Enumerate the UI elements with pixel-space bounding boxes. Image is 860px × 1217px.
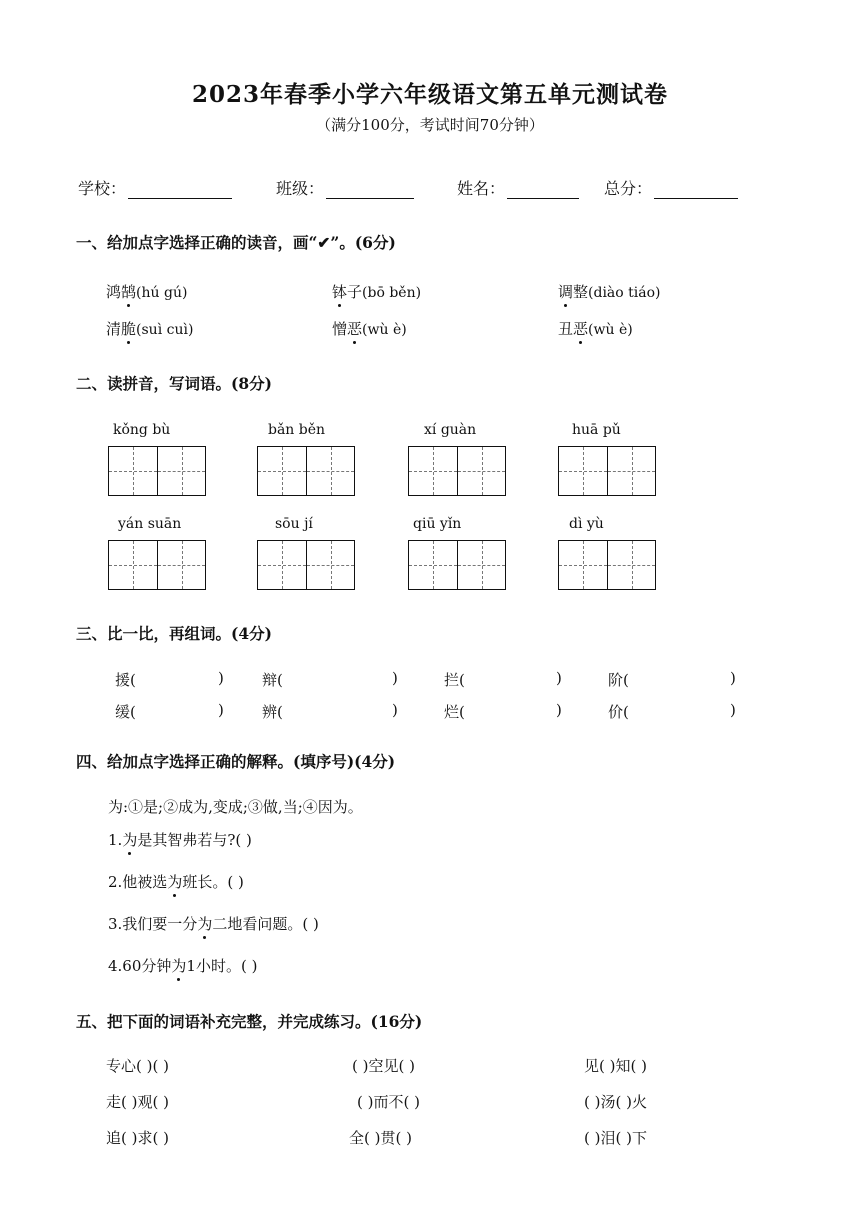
question-3[interactable] [108,913,319,934]
grid-cell[interactable] [109,447,157,495]
word-char: 价( [608,703,629,721]
grid-cell[interactable] [607,447,655,495]
dotted-char: 为 [171,957,187,975]
idiom-blank[interactable]: 全( )贯( ) [349,1129,412,1147]
q-text: 是其智弗若与?( ) [137,831,252,849]
paren-close: ) [218,701,224,719]
q-text: 班长。( ) [182,873,244,891]
char: 鸿 [106,283,122,301]
section2-heading: 二、读拼音，写词语。(8分) [76,374,272,393]
page-title: 2023年春季小学六年级语文第五单元测试卷 [191,81,668,108]
class-label: 班级： [276,179,325,198]
grid-cell[interactable] [457,541,505,589]
idiom-blank[interactable]: 专心( )( ) [106,1057,169,1075]
writing-grid[interactable] [257,540,355,590]
pron-options: (diào tiáo) [588,285,661,301]
char: 子 [347,283,363,301]
pinyin-label: qiū yǐn [413,516,462,532]
grid-cell[interactable] [409,447,457,495]
word-char: 援( [115,671,136,689]
word-char: 辨( [262,703,283,721]
char: 清 [106,320,122,338]
class-blank[interactable] [326,181,414,199]
char: 憎 [332,320,348,338]
pron-item-6[interactable] [558,318,633,339]
writing-grid[interactable] [408,446,506,496]
word-char: 缓( [115,703,136,721]
name-field[interactable] [457,176,579,199]
pron-item-4[interactable] [106,318,193,339]
pinyin-label: yán suān [118,516,182,532]
pinyin-label: bǎn běn [268,422,326,438]
grid-cell[interactable] [157,447,205,495]
name-label: 姓名： [457,179,506,198]
paren-close: ) [218,669,224,687]
paren-close: ) [392,669,398,687]
paren-close: ) [730,669,736,687]
total-score-field[interactable] [604,176,738,199]
idiom-blank[interactable]: ( )而不( ) [357,1093,420,1111]
idiom-blank[interactable]: 走( )观( ) [106,1093,169,1111]
q-text: 1. [108,831,123,849]
char: 丑 [558,320,574,338]
writing-grid[interactable] [408,540,506,590]
class-field[interactable] [276,176,414,199]
dotted-char: 恶 [573,320,589,338]
pron-options: (suì cuì) [136,322,194,338]
pinyin-label: xí guàn [424,422,477,438]
pron-item-3[interactable] [558,281,661,302]
dotted-char: 为 [197,915,213,933]
pinyin-label: huā pǔ [572,422,621,438]
definition-list: 为:①是;②成为,变成;③做,当;④因为。 [108,798,363,816]
question-2[interactable] [108,871,244,892]
writing-grid[interactable] [257,446,355,496]
paren-close: ) [556,701,562,719]
q-text: 3.我们要一分 [108,915,198,933]
grid-cell[interactable] [559,541,607,589]
grid-cell[interactable] [258,541,306,589]
pron-item-5[interactable] [332,318,407,339]
paren-close: ) [556,669,562,687]
dotted-char: 为 [122,831,138,849]
q-text: 二地看问题。( ) [212,915,319,933]
paren-close: ) [730,701,736,719]
paren-close: ) [392,701,398,719]
idiom-blank[interactable]: 见( )知( ) [584,1057,647,1075]
grid-cell[interactable] [306,541,354,589]
grid-cell[interactable] [109,541,157,589]
dotted-char: 钵 [332,283,348,301]
question-4[interactable] [108,955,257,976]
grid-cell[interactable] [306,447,354,495]
q-text: 2.他被选 [108,873,168,891]
char: 整 [573,283,589,301]
question-1[interactable] [108,829,252,850]
word-char: 烂( [444,703,465,721]
school-blank[interactable] [128,181,232,199]
name-blank[interactable] [507,181,579,199]
dotted-char: 为 [167,873,183,891]
grid-cell[interactable] [607,541,655,589]
school-label: 学校： [78,179,127,198]
pron-options: (hú gú) [136,285,188,301]
pinyin-label: dì yù [569,516,604,532]
word-char: 拦( [444,671,465,689]
writing-grid[interactable] [108,540,206,590]
grid-cell[interactable] [559,447,607,495]
idiom-blank[interactable]: ( )空见( ) [352,1057,415,1075]
dotted-char: 调 [558,283,574,301]
idiom-blank[interactable]: 追( )求( ) [106,1129,169,1147]
pron-options: (wù è) [588,322,633,338]
idiom-blank[interactable]: ( )汤( )火 [584,1093,647,1111]
grid-cell[interactable] [258,447,306,495]
dotted-char: 鹄 [121,283,137,301]
writing-grid[interactable] [108,446,206,496]
grid-cell[interactable] [457,447,505,495]
total-score-blank[interactable] [654,181,738,199]
section5-heading: 五、把下面的词语补充完整，并完成练习。(16分) [76,1012,423,1031]
dotted-char: 脆 [121,320,137,338]
section4-heading: 四、给加点字选择正确的解释。(填序号)(4分) [76,752,396,771]
pinyin-label: sōu jí [275,516,313,532]
q-text: 4.60分钟 [108,957,172,975]
pron-item-2[interactable] [332,281,421,302]
total-score-label: 总分： [604,179,653,198]
q-text: 1小时。( ) [186,957,258,975]
word-char: 阶( [608,671,629,689]
pinyin-label: kǒng bù [113,422,171,438]
section1-heading: 一、给加点字选择正确的读音，画“✔”。(6分) [76,233,396,252]
word-char: 辩( [262,671,283,689]
page-subtitle: （满分100分，考试时间70分钟） [316,116,544,134]
school-field[interactable] [78,176,232,199]
writing-grid[interactable] [558,540,656,590]
grid-cell[interactable] [157,541,205,589]
pron-options: (wù è) [362,322,407,338]
pron-options: (bō běn) [362,285,422,301]
section3-heading: 三、比一比，再组词。(4分) [76,624,272,643]
idiom-blank[interactable]: ( )泪( )下 [584,1129,647,1147]
dotted-char: 恶 [347,320,363,338]
pron-item-1[interactable] [106,281,187,302]
writing-grid[interactable] [558,446,656,496]
grid-cell[interactable] [409,541,457,589]
